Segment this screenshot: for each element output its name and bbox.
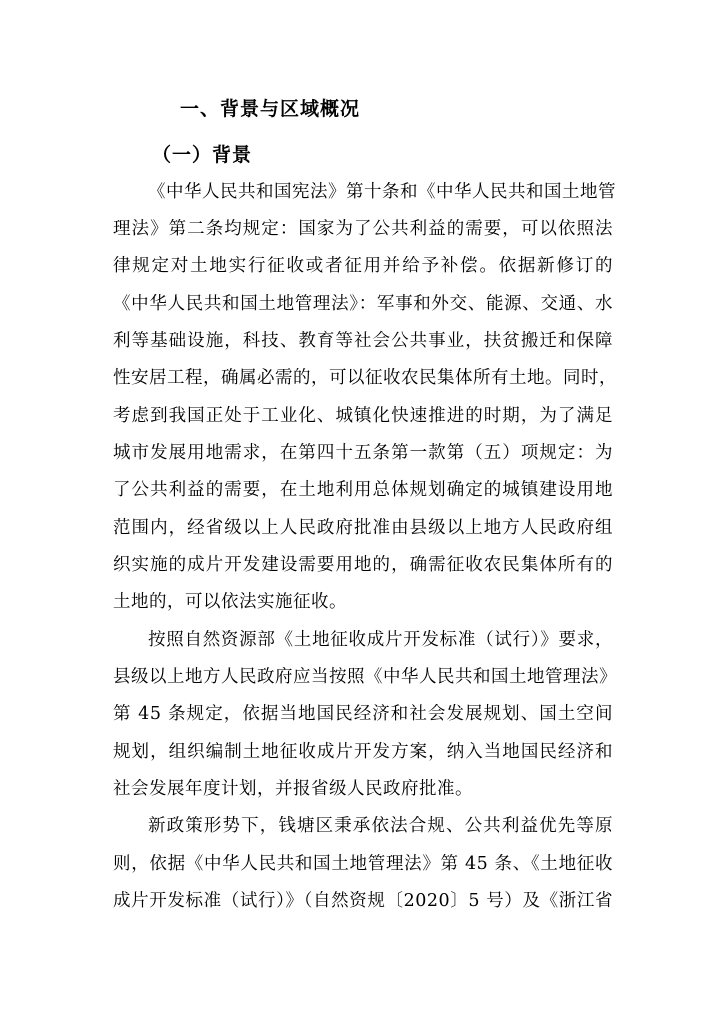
paragraph-1-line-8: 城市发展用地需求，在第四十五条第一款第（五）项规定：为 — [113, 443, 613, 463]
paragraph-3-line-2: 则，依据《中华人民共和国土地管理法》第 45 条、《土地征收 — [113, 854, 613, 874]
paragraph-2-line-1: 按照自然资源部《土地征收成片开发标准（试行）》要求， — [148, 630, 613, 650]
paragraph-3-line-1: 新政策形势下，钱塘区秉承依法合规、公共利益优先等原 — [148, 816, 613, 836]
paragraph-1-line-12: 土地的，可以依法实施征收。 — [113, 592, 347, 612]
paragraph-1-line-6: 性安居工程，确属必需的，可以征收农民集体所有土地。同时， — [113, 368, 617, 388]
paragraph-2-line-4: 规划，组织编制土地征收成片开发方案，纳入当地国民经济和 — [113, 742, 613, 762]
paragraph-1-line-1: 《中华人民共和国宪法》第十条和《中华人民共和国土地管 — [148, 182, 616, 202]
paragraph-1-line-9: 了公共利益的需要，在土地利用总体规划确定的城镇建设用地 — [113, 480, 613, 500]
paragraph-1-line-2: 理法》第二条均规定：国家为了公共利益的需要，可以依照法 — [113, 219, 613, 239]
paragraph-1-line-11: 织实施的成片开发建设需要用地的，确需征收农民集体所有的 — [113, 555, 613, 575]
paragraph-1-line-3: 律规定对土地实行征收或者征用并给予补偿。依据新修订的 — [113, 256, 613, 276]
paragraph-2-line-5: 社会发展年度计划，并报省级人民政府批准。 — [113, 779, 473, 799]
paragraph-2-line-3: 第 45 条规定，依据当地国民经济和社会发展规划、国土空间 — [113, 704, 613, 724]
paragraph-1-line-4: 《中华人民共和国土地管理法》：军事和外交、能源、交通、水 — [113, 294, 613, 314]
paragraph-2-line-2: 县级以上地方人民政府应当按照《中华人民共和国土地管理法》 — [113, 667, 617, 687]
paragraph-1-line-10: 范围内，经省级以上人民政府批准由县级以上地方人民政府组 — [113, 518, 613, 538]
subsection-title: （一）背景 — [152, 144, 253, 166]
paragraph-3-line-3: 成片开发标准（试行）》（自然资规〔2020〕5 号）及《浙江省 — [113, 891, 613, 911]
paragraph-1-line-5: 利等基础设施，科技、教育等社会公共事业，扶贫搬迁和保障 — [113, 331, 613, 351]
paragraph-1-line-7: 考虑到我国正处于工业化、城镇化快速推进的时期，为了满足 — [113, 406, 613, 426]
section-title: 一、背景与区域概况 — [180, 98, 361, 120]
